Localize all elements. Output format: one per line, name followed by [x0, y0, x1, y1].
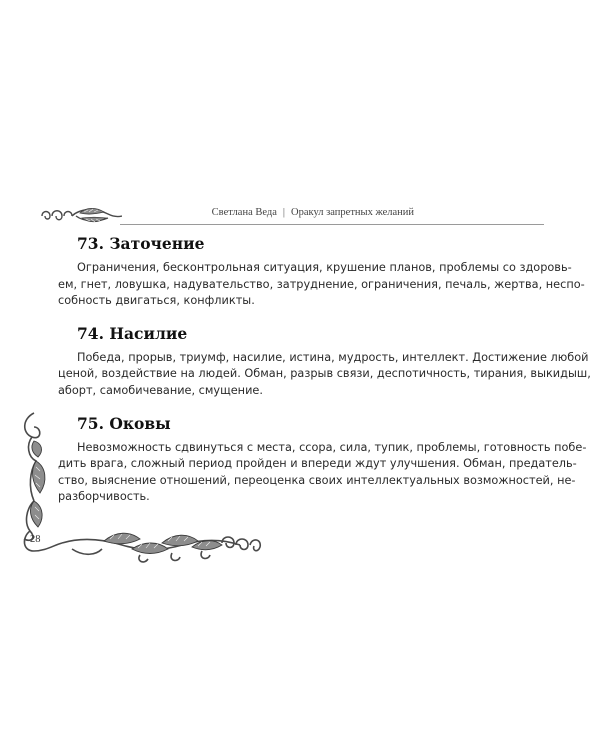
- header-separator: |: [282, 207, 286, 218]
- text-line: ценой, воздействие на людей. Обман, разрыв связи, деспотичность, тирания, выкидыш,: [58, 367, 591, 381]
- text-line: ство, выяснение отношений, переоценка своих интеллектуальных возможностей, не-: [58, 473, 576, 487]
- text-line: ем, гнет, ловушка, надувательство, затруднение, ограничения, печаль, жертва, неспо-: [58, 277, 585, 291]
- section-73: [58, 234, 585, 310]
- section-title: 74. Насилие: [77, 323, 188, 343]
- section-body: [58, 260, 585, 310]
- text-line: Невозможность сдвинуться с места, ссора, сила, тупик, проблемы, готовность побе-: [77, 440, 587, 454]
- section-74: [58, 323, 591, 400]
- header-book-title: Оракул запретных желаний: [291, 207, 414, 218]
- leaf-vine-corner-ornament-icon: [12, 405, 272, 580]
- section-title: 73. Заточение: [77, 234, 205, 253]
- running-header-text: [212, 207, 414, 218]
- leaf-scroll-ornament-icon: [36, 198, 122, 230]
- running-header: [120, 206, 544, 225]
- section-title: 75. Оковы: [77, 413, 171, 433]
- text-line: Ограничения, бесконтрольная ситуация, крушение планов, проблемы со здоровь-: [77, 261, 572, 274]
- text-line: разборчивость.: [58, 490, 150, 504]
- header-author: Светлана Веда: [211, 207, 277, 218]
- page-number: 28: [30, 534, 41, 545]
- section-body: [58, 350, 591, 400]
- text-line: аборт, самобичевание, смущение.: [58, 383, 263, 397]
- text-line: дить врага, сложный период пройден и впереди ждут улучшения. Обман, предатель-: [58, 457, 577, 471]
- text-line: Победа, прорыв, триумф, насилие, истина, мудрость, интеллект. Достижение любой: [77, 350, 589, 364]
- text-line: собность двигаться, конфликты.: [58, 294, 255, 308]
